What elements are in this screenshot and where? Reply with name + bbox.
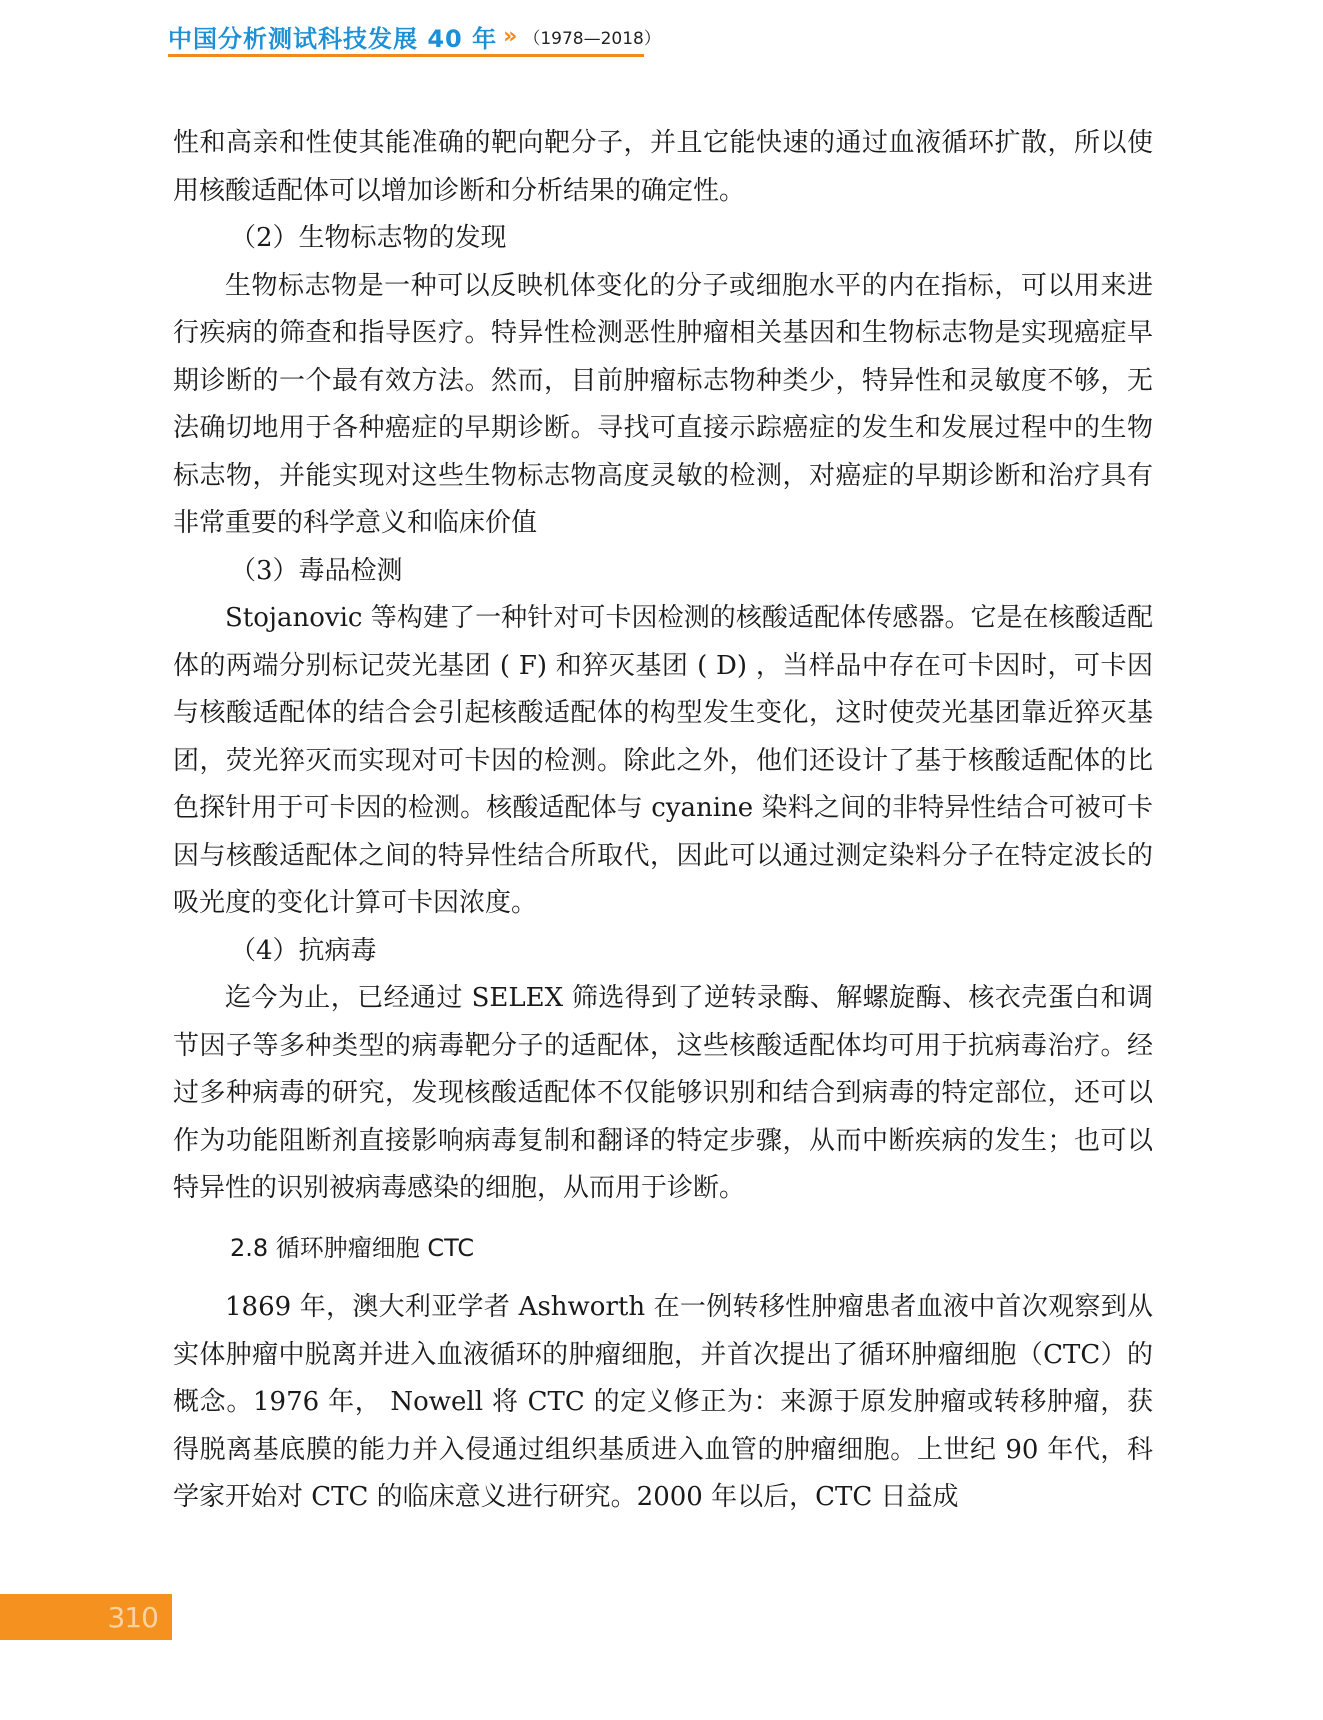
body-text [173,120,1153,1522]
book-title: 中国分析测试科技发展 40 年 [168,24,498,53]
subheading-antiviral: （4）抗病毒 [230,935,377,966]
page-number-tab [0,1594,172,1640]
subheading-biomarkers: （2）生物标志物的发现 [230,223,507,253]
subheading-drug-detection: （3）毒品检测 [230,555,403,586]
double-chevron-icon: » [503,23,518,49]
paragraph-5: 1869 年，澳大利亚学者 Ashworth 在一例转移性肿瘤患者血液中首次观察到从实体肿瘤中脱离并进入血液循环的肿瘤细胞，并首次提出了循环肿瘤细胞（CTC）的概念。1976 年， Nowell 将 CTC 的定义修正为：来源于原发肿瘤或转移肿瘤，获得脱离基底膜的能力并入侵通过组织基质进入血管的肿瘤细胞。上世纪 90 年代，科学家开始对 CTC 的临床意义进行研究。2000 年以后，CTC 日益成 [173,1292,1153,1512]
page-number: 310 [107,1600,158,1634]
header-divider [168,54,644,57]
section-heading-ctc: 2.8 循环肿瘤细胞 CTC [230,1233,475,1262]
paragraph-1: 性和高亲和性使其能准确的靶向靶分子，并且它能快速的通过血液循环扩散，所以使用核酸适配体可以增加诊断和分析结果的确定性。 [173,128,1153,206]
paragraph-3: Stojanovic 等构建了一种针对可卡因检测的核酸适配体传感器。它是在核酸适配体的两端分别标记荧光基团 ( F) 和猝灭基团 ( D) ，当样品中存在可卡因时，可卡因与核酸适配体的结合会引起核酸适配体的构型发生变化，这时使荧光基团靠近猝灭基团，荧光猝灭而实现对可卡因的检测。除此之外，他们还设计了基于核酸适配体的比色探针用于可卡因的检测。核酸适配体与 cyanine 染料之间的非特异性结合可被可卡因与核酸适配体之间的特异性结合所取代，因此可以通过测定染料分子在特定波长的吸光度的变化计算可卡因浓度。 [173,603,1153,918]
paragraph-2: 生物标志物是一种可以反映机体变化的分子或细胞水平的内在指标，可以用来进行疾病的筛查和指导医疗。特异性检测恶性肿瘤相关基因和生物标志物是实现癌症早期诊断的一个最有效方法。然而，目前肿瘤标志物种类少，特异性和灵敏度不够，无法确切地用于各种癌症的早期诊断。寻找可直接示踪癌症的发生和发展过程中的生物标志物，并能实现对这些生物标志物高度灵敏的检测，对癌症的早期诊断和治疗具有非常重要的科学意义和临床价值 [173,270,1153,538]
paragraph-4: 迄今为止，已经通过 SELEX 筛选得到了逆转录酶、解螺旋酶、核衣壳蛋白和调节因子等多种类型的病毒靶分子的适配体，这些核酸适配体均可用于抗病毒治疗。经过多种病毒的研究，发现核酸适配体不仅能够识别和结合到病毒的特定部位，还可以作为功能阻断剂直接影响病毒复制和翻译的特定步骤，从而中断疾病的发生；也可以特异性的识别被病毒感染的细胞，从而用于诊断。 [173,983,1153,1203]
year-range: （1978—2018） [523,28,661,49]
running-header [168,16,661,56]
